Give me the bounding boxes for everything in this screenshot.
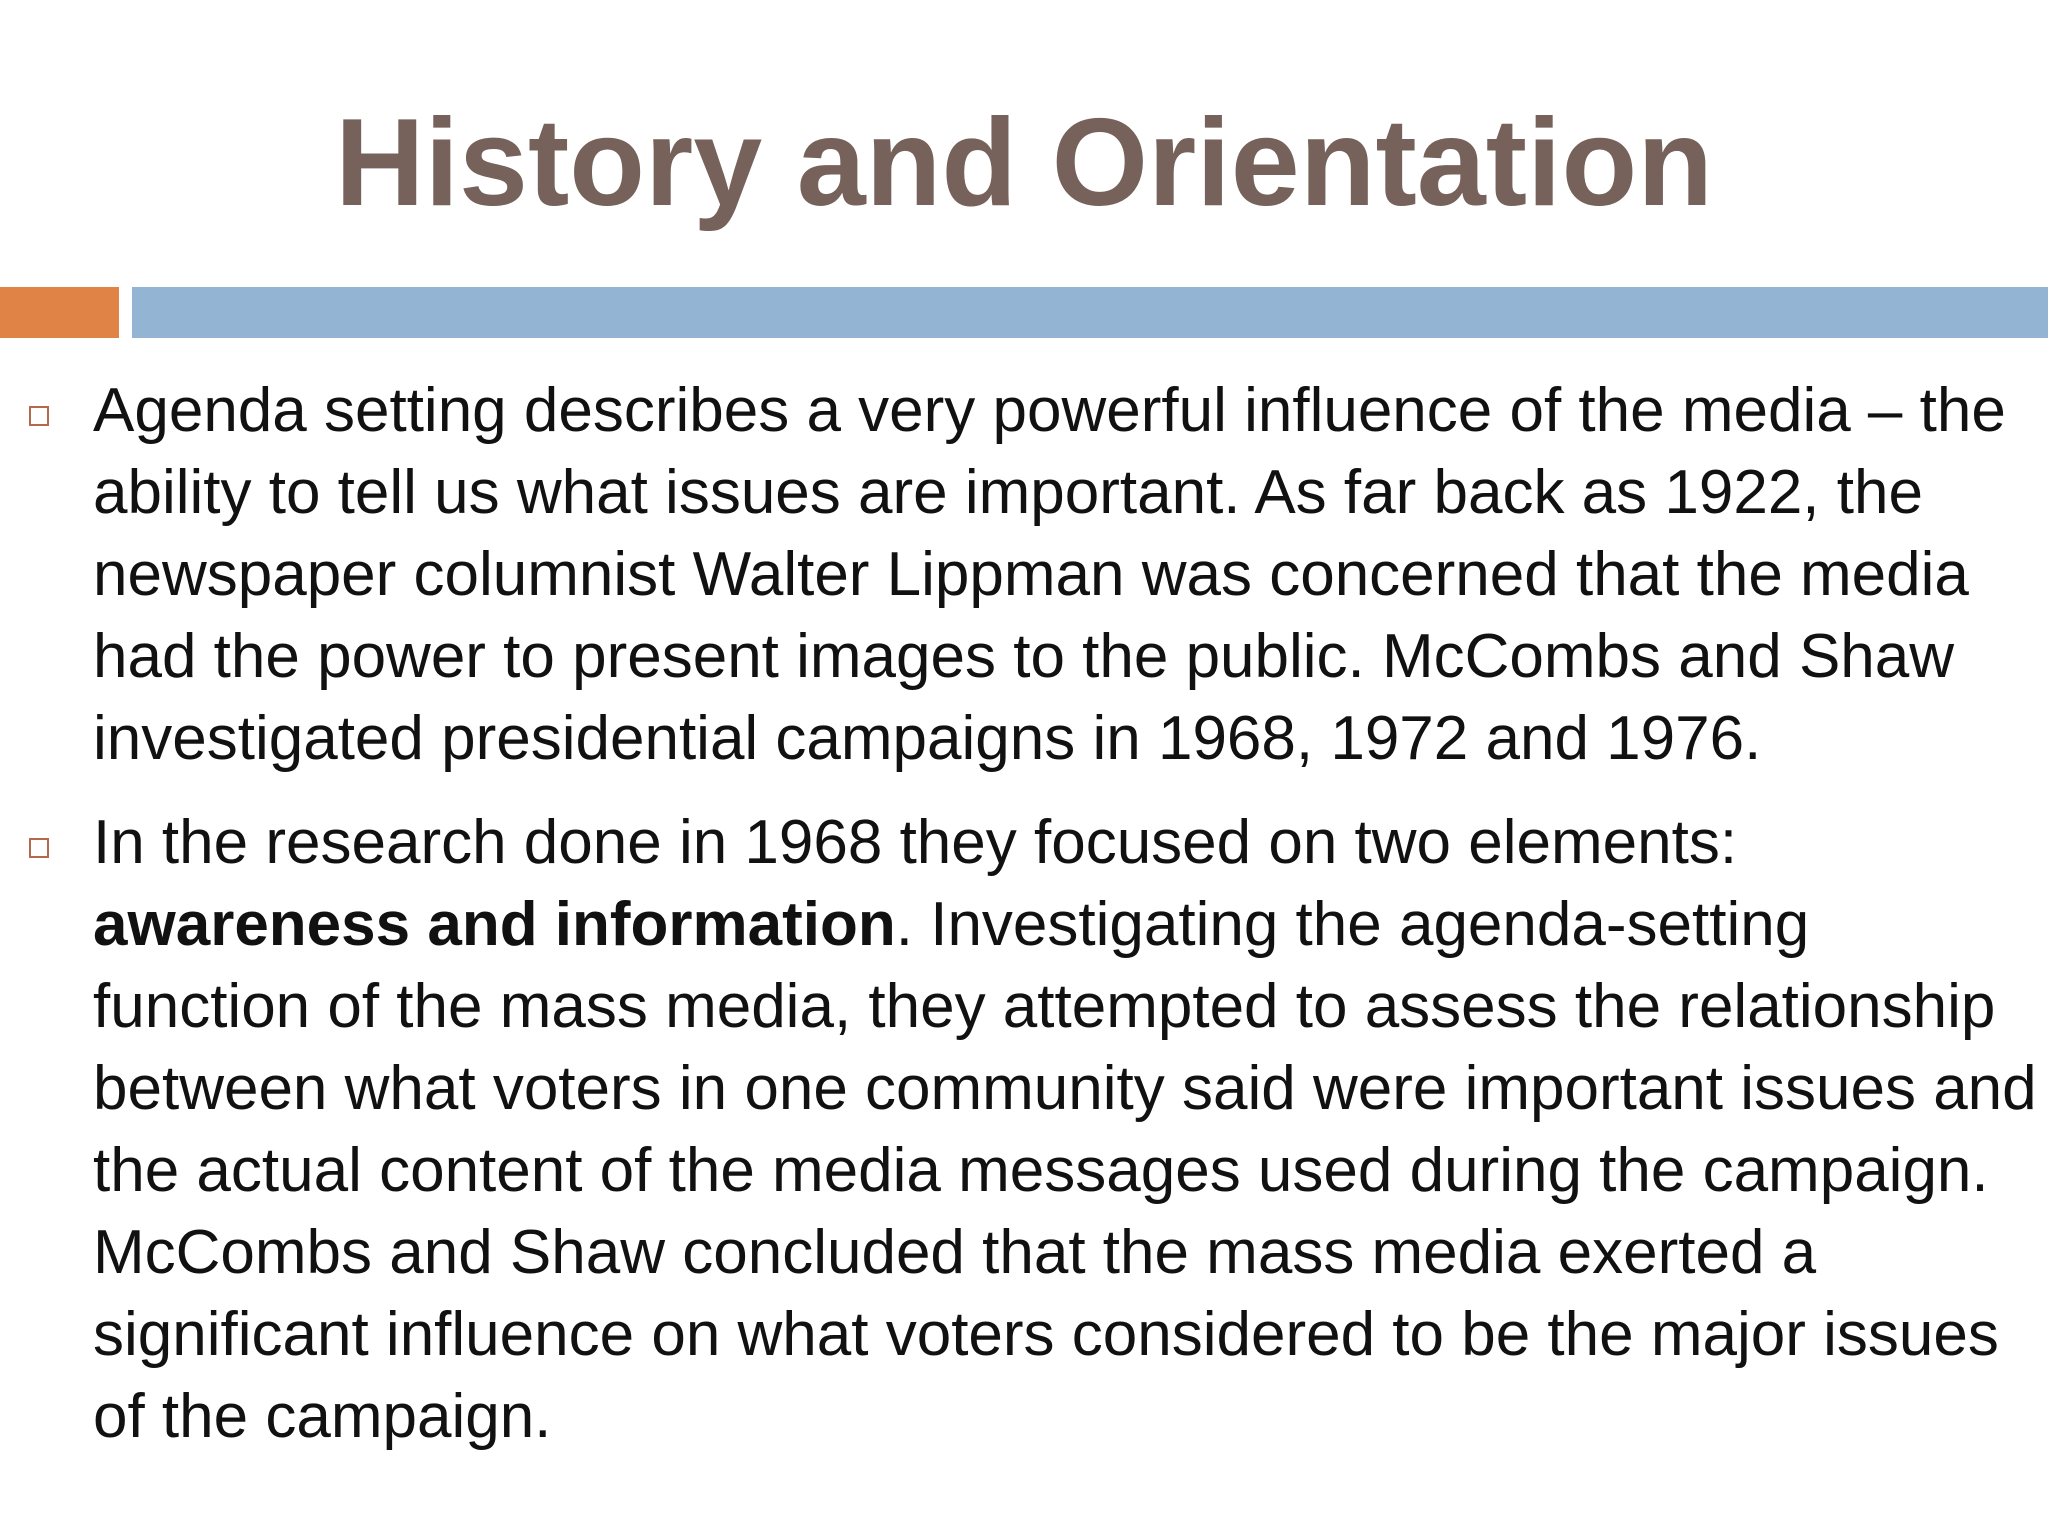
bullet-text-before: In the research done in 1968 they focused on two elements: [93,808,1738,877]
bullet-text-after: . Investigating the agenda-setting function of the mass media, they attempted to assess the relationship between what voters in one community said were important issues and the actual content of the media messages used during the campaign. McCombs and Shaw concluded that the mass media exerted a significant influence on what voters considered to be the major issues of the campaign. [93,890,2037,1451]
bullet-item-1 [0,370,2048,780]
slide-title: History and Orientation [335,94,1713,232]
bullet-item-2 [0,802,2048,1458]
accent-bar [0,287,119,338]
bullet-text: Agenda setting describes a very powerful influence of the media – the ability to tell us what issues are important. As far back as 1922, the newspaper columnist Walter Lippman was concerned that the media had the power to present images to the public. McCombs and Shaw investigated presidential campaigns in 1968, 1972 and 1976. [93,376,2006,773]
title-underline-bar [132,287,2048,338]
hollow-square-bullet-icon [29,838,49,858]
hollow-square-bullet-icon [29,406,49,426]
bullet-bold-phrase: awareness and information [93,890,896,959]
slide-body [0,370,2048,1458]
